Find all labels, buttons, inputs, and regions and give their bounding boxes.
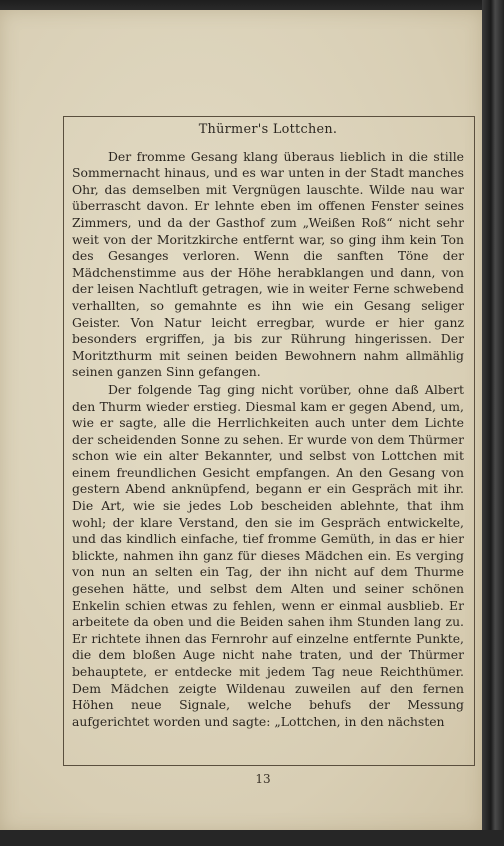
scan-bottom-edge bbox=[0, 830, 504, 846]
paragraph-2: Der folgende Tag ging nicht vorüber, ohne daß Albert den Thurm wieder erstieg. Diesmal kam er gegen Abend, um, wie er sagte, alle die Herrlichkeiten auch unter dem Lichte der scheidenden Sonne zu sehen. Er wurde von dem Thürmer schon wie ein alter Bekannter, und selbst von Lottchen mit einem freundlichen Gesicht empfangen. An den Gesang von gestern Abend anknüpfend, begann er ein Gespräch mit ihr. Die Art, wie sie jedes Lob bescheiden ablehnte, that ihm wohl; der klare Verstand, den sie im Gespräch entwickelte, und das kindlich einfache, tief fromme Gemüth, in das er hier blickte, nahmen ihn ganz für dieses Mädchen ein. Es verging von nun an selten ein Tag, der ihn nicht auf dem Thurme gesehen hätte, und selbst dem Alten und seiner schönen Enkelin schien etwas zu fehlen, wenn er einmal ausblieb. Er arbeitete da oben und die Beiden sahen ihm Stunden lang zu. Er richtete ihnen das Fernrohr auf einzelne entfernte Punkte, die dem bloßen Auge nicht nahe traten, und der Thürmer behauptete, er entdecke mit jedem Tag neue Reichthümer. Dem Mädchen zeigte Wildenau zuweilen auf den fernen Höhen neue Signale, welche behufs der Messung aufgerichtet worden und sagte: „Lottchen, in den nächsten bbox=[72, 381, 464, 729]
page-number: 13 bbox=[255, 772, 271, 786]
book-spine bbox=[482, 0, 504, 846]
paragraph-1: Der fromme Gesang klang überaus lieblich in die stille Sommernacht hinaus, und es war unten in der Stadt manches Ohr, das demselben mit Vergnügen lauschte. Wilde nau war überrascht davon. Er lehnte eben im offenen Fenster seines Zimmers, und da der Gasthof zum „Weißen Roß“ nicht sehr weit von der Moritzkirche entfernt war, so ging ihm kein Ton des Gesanges verloren. Wenn die sanften Töne der Mädchenstimme aus der Höhe herabklangen und dann, von der leisen Nachtluft getragen, wie in weiter Ferne schwebend verhallten, so gemahnte es ihn wie ein Gesang seliger Geister. Von Natur leicht erregbar, wurde er hier ganz besonders ergriffen, ja bis zur Rührung hingerissen. Der Moritzthurm mit seinen beiden Bewohnern nahm allmählig seinen ganzen Sinn gefangen. bbox=[72, 148, 464, 380]
text-block bbox=[72, 120, 464, 760]
running-header: Thürmer's Lottchen. bbox=[198, 122, 338, 137]
